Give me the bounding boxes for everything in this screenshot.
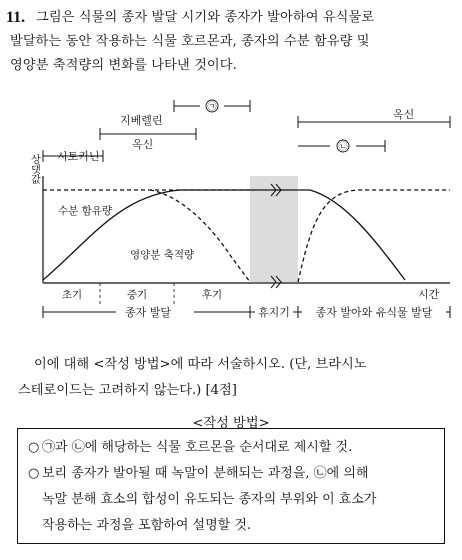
- svg-text:㉡: ㉡: [338, 142, 348, 153]
- hormone-bars: [43, 100, 450, 162]
- svg-text:㉠: ㉠: [207, 102, 217, 113]
- nutrient-label: 영양분 축적량: [130, 249, 195, 261]
- period-dormancy: 휴지기: [258, 306, 290, 319]
- period-seed-development: 종자 발달: [124, 306, 172, 319]
- auxin-top-label: 옥신: [132, 138, 154, 151]
- question-line-2: 발달하는 동안 작용하는 식물 호르몬과, 종자의 수분 함유량 및: [10, 34, 370, 49]
- x-axis-label: 시간: [418, 288, 440, 301]
- method-box: ○ ㉠과 ㉡에 해당하는 식물 호르몬을 순서대로 제시할 것. ○ 보리 종자가 발아될 때 녹말이 분해되는 과정을, ㉡에 의해 녹말 분해 효소의 합성이 유도되는 종자의 부위와 이 효소가 작용하는 과정을 포함하여 설명할 것.: [17, 428, 445, 544]
- water-label: 수분 함유량: [58, 205, 113, 217]
- stage-late: 후기: [201, 289, 223, 301]
- instruction: [0, 352, 462, 404]
- cytokinin-label: 시토키닌: [57, 150, 100, 163]
- axes: [43, 176, 450, 283]
- instruction-line-1: 이에 대해 <작성 방법>에 따라 서술하시오. (단, 브라시노: [34, 357, 367, 372]
- method-item-2-line-2: 녹말 분해 효소의 합성이 유도되는 종자의 부위와 이 효소가: [42, 492, 377, 507]
- hormone-graph: [0, 90, 462, 330]
- method-item-1-text: ㉠과 ㉡에 해당하는 식물 호르몬을 순서대로 제시할 것.: [42, 440, 353, 455]
- stage-early: 초기: [61, 289, 83, 301]
- marker-2: [330, 138, 356, 154]
- nutrient-curve-decline: [298, 190, 405, 280]
- question-line-1: 그림은 식물의 종자 발달 시기와 종자가 발아하여 유식물로: [36, 10, 375, 25]
- period-germination: 종자 발아와 유식물 발달: [315, 306, 433, 319]
- method-title: <작성 방법>: [192, 416, 270, 431]
- instruction-line-2: 스테로이드는 고려하지 않는다.) [4점]: [18, 383, 237, 398]
- method-item-2: ○ 보리 종자가 발아될 때 녹말이 분해되는 과정을, ㉡에 의해 녹말 분해 효소의 합성이 유도되는 종자의 부위와 이 효소가 작용하는 과정을 포함하여 설명할 것.: [28, 461, 438, 539]
- method-item-2-line-1: 보리 종자가 발아될 때 녹말이 분해되는 과정을, ㉡에 의해: [42, 466, 369, 481]
- gibberellin-label: 지베렐린: [120, 114, 163, 127]
- y-axis-label: 상댓값: [28, 154, 40, 184]
- marker-1: [200, 98, 224, 114]
- stage-mid: 중기: [126, 289, 148, 301]
- question-number: 11.: [6, 9, 26, 26]
- water-curve-decline: [150, 190, 250, 282]
- nutrient-curve-rise: [43, 190, 250, 280]
- water-curve-rise: [298, 190, 450, 282]
- method-item-2-line-3: 작용하는 과정을 포함하여 설명할 것.: [42, 518, 252, 533]
- auxin-right-label: 옥신: [393, 108, 415, 121]
- question-line-3: 영양분 축적량의 변화를 나타낸 것이다.: [10, 58, 237, 73]
